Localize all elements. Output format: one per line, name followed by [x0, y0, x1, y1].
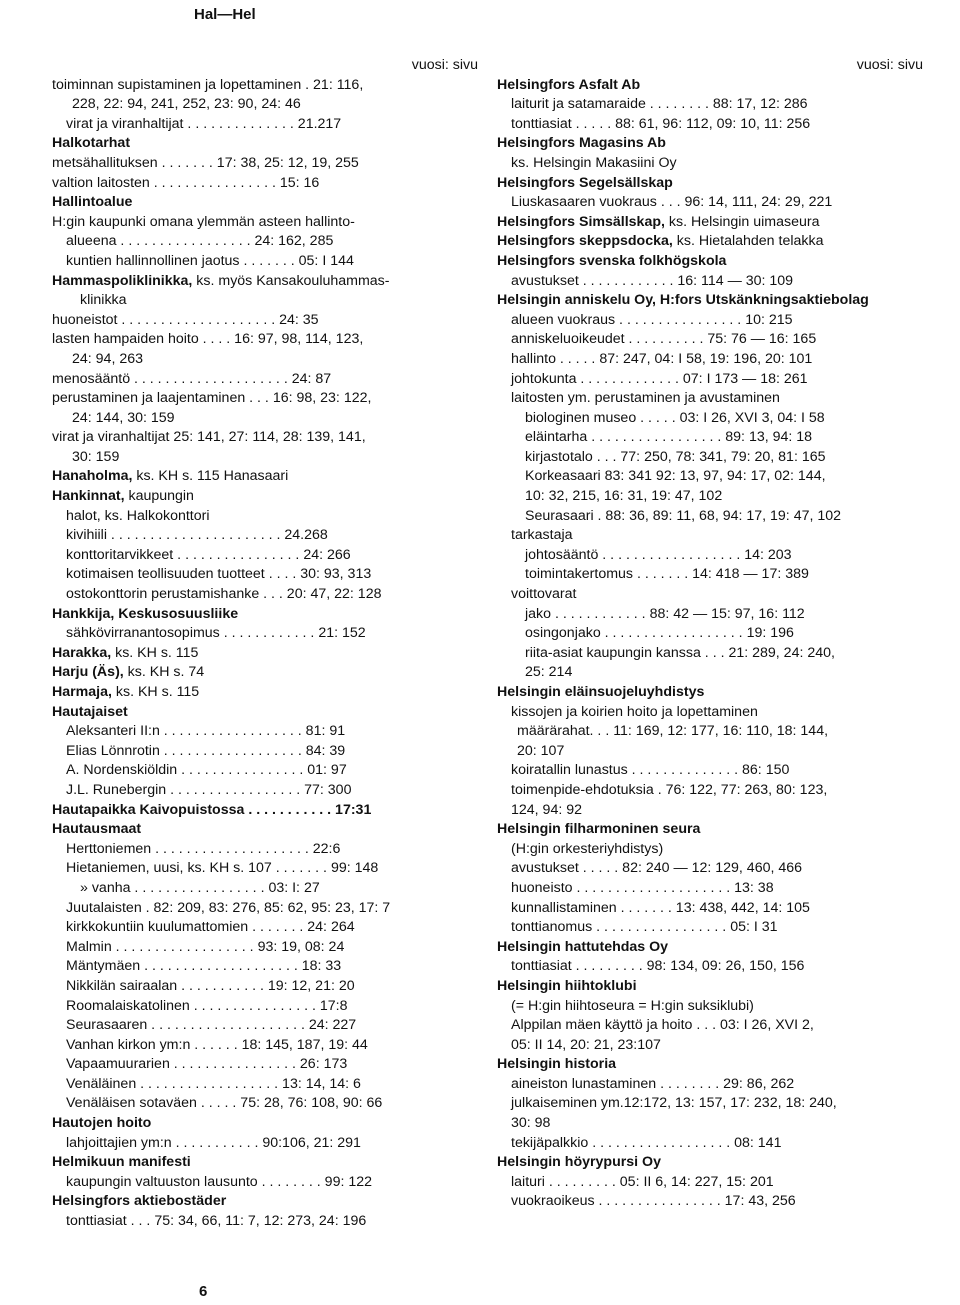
index-entry: aineiston lunastaminen . . . . . . . . 29: 86, 262	[511, 1075, 795, 1092]
index-entry: Aleksanteri II:n . . . . . . . . . . . . . . . . . . 81: 91	[66, 723, 346, 740]
index-entry: johtokunta . . . . . . . . . . . . . 07: I 173 — 18: 261	[511, 370, 808, 387]
index-entry: kissojen ja koirien hoito ja lopettaminen	[511, 703, 758, 720]
index-heading: Hautapaikka Kaivopuistossa . . . . . . . . . . . 17:31	[52, 801, 372, 818]
index-entry: huoneistot . . . . . . . . . . . . . . . . . . . . 24: 35	[52, 311, 319, 328]
index-entry: voittovarat	[511, 586, 577, 603]
index-heading: Halkotarhat	[52, 135, 131, 152]
index-heading: Hautausmaat	[52, 821, 142, 838]
page-number: 6	[199, 1283, 208, 1300]
index-entry: tonttiasiat . . . . . . . . . 98: 134, 09: 26, 150, 156	[511, 958, 805, 975]
index-heading: Helsingfors svenska folkhögskola	[497, 252, 727, 269]
index-heading: Hautajaiset	[52, 703, 128, 720]
index-entry: määrärahat. . . 11: 169, 12: 177, 16: 110, 18: 144,	[517, 723, 829, 740]
index-entry: hallinto . . . . . 87: 247, 04: I 58, 19: 196, 20: 101	[511, 350, 813, 367]
index-heading: Helsingin historia	[497, 1056, 617, 1073]
index-entry: Vapaamuurarien . . . . . . . . . . . . . . . . 26: 173	[66, 1056, 348, 1073]
index-entry: 124, 94: 92	[511, 801, 582, 818]
index-entry: tonttianomus . . . . . . . . . . . . . . . . . 05: I 31	[511, 919, 778, 936]
index-entry: 20: 107	[517, 742, 565, 759]
index-entry: 24: 94, 263	[72, 350, 143, 367]
index-entry: » vanha . . . . . . . . . . . . . . . . . 03: I: 27	[80, 879, 320, 896]
index-entry: lasten hampaiden hoito . . . . 16: 97, 98, 114, 123,	[52, 331, 364, 348]
index-heading: Helsingfors Segelsällskap	[497, 174, 673, 191]
index-entry: koiratallin lunastus . . . . . . . . . . . . . . 86: 150	[511, 762, 790, 779]
index-entry: laitosten ym. perustaminen ja avustaminen	[511, 390, 780, 407]
index-entry: sähkövirranantosopimus . . . . . . . . . . . . 21: 152	[66, 625, 366, 642]
index-heading: Hammaspoliklinikka, ks. myös Kansakouluhammas-	[52, 272, 390, 289]
index-entry: J.L. Runebergin . . . . . . . . . . . . . . . . . 77: 300	[66, 781, 352, 798]
index-heading: Helsingin hattutehdas Oy	[497, 938, 669, 955]
index-entry: osingonjako . . . . . . . . . . . . . . . . . . 19: 196	[525, 625, 794, 642]
index-heading: Hankinnat, kaupungin	[52, 488, 194, 505]
index-entry: tonttiasiat . . . 75: 34, 66, 11: 7, 12: 273, 24: 196	[66, 1213, 367, 1230]
index-entry: kotimaisen teollisuuden tuotteet . . . . 30: 93, 313	[66, 566, 372, 583]
index-entry: avustukset . . . . . 82: 240 — 12: 129, 460, 466	[511, 860, 803, 877]
index-entry: Seurasaaren . . . . . . . . . . . . . . . . . . . . 24: 227	[66, 1017, 357, 1034]
index-entry: 05: II 14, 20: 21, 23:107	[511, 1036, 661, 1053]
index-heading: Helsingfors skeppsdocka, ks. Hietalahden telakka	[497, 233, 824, 250]
index-entry: kirjastotalo . . . 77: 250, 78: 341, 79: 20, 81: 165	[525, 448, 826, 465]
index-heading: Helsingin höyrypursi Oy	[497, 1154, 661, 1171]
index-heading: Hautojen hoito	[52, 1115, 152, 1132]
index-entry: jako . . . . . . . . . . . . 88: 42 — 15: 97, 16: 112	[525, 605, 805, 622]
index-heading: Helsingin filharmoninen seura	[497, 821, 701, 838]
index-heading: Hanaholma, ks. KH s. 115 Hanasaari	[52, 468, 289, 485]
index-entry: Vanhan kirkon ym:n . . . . . . 18: 145, 187, 19: 44	[66, 1036, 368, 1053]
index-entry: kunnallistaminen . . . . . . . 13: 438, 442, 14: 105	[511, 899, 810, 916]
index-entry: perustaminen ja laajentaminen . . . 16: 98, 23: 122,	[52, 390, 372, 407]
index-entry: Herttoniemen . . . . . . . . . . . . . . . . . . . . 22:6	[66, 840, 341, 857]
index-entry: Malmin . . . . . . . . . . . . . . . . . . 93: 19, 08: 24	[66, 938, 345, 955]
index-heading: Harakka, ks. KH s. 115	[52, 644, 199, 661]
index-entry: (= H:gin hiihtoseura = H:gin suksiklubi)	[511, 997, 754, 1014]
index-entry: ostokonttorin perustamishanke . . . 20: 47, 22: 128	[66, 586, 382, 603]
index-heading: Helsingin anniskelu Oy, H:fors Utskänkningsaktiebolag	[497, 292, 869, 309]
index-heading: Harmaja, ks. KH s. 115	[52, 684, 200, 700]
index-entry: Roomalaiskatolinen . . . . . . . . . . . . . . . . 17:8	[66, 997, 348, 1014]
index-entry: kuntien hallinnollinen jaotus . . . . . . . 05: I 144	[66, 252, 354, 269]
index-entry: avustukset . . . . . . . . . . . . 16: 114 — 30: 109	[511, 272, 794, 289]
index-entry: virat ja viranhaltijat 25: 141, 27: 114, 28: 139, 141,	[52, 429, 366, 446]
index-entry: tonttiasiat . . . . . 88: 61, 96: 112, 09: 10, 11: 256	[511, 115, 811, 132]
index-entry: 228, 22: 94, 241, 252, 23: 90, 24: 46	[72, 96, 301, 113]
index-entry: Korkeasaari 83: 341 92: 13, 97, 94: 17, 02: 144,	[525, 468, 826, 485]
index-entry: riita-asiat kaupungin kanssa . . . 21: 289, 24: 240,	[525, 644, 835, 661]
index-heading: Helsingfors aktiebostäder	[52, 1193, 227, 1210]
index-entry: klinikka	[80, 292, 127, 309]
index-entry: Hietaniemen, uusi, ks. KH s. 107 . . . . . . . 99: 148	[66, 860, 379, 877]
index-entry: menosääntö . . . . . . . . . . . . . . . . . . . . 24: 87	[52, 370, 332, 387]
index-entry: vuokraoikeus . . . . . . . . . . . . . . . . 17: 43, 256	[511, 1193, 796, 1210]
index-entry: johtosääntö . . . . . . . . . . . . . . . . . . 14: 203	[525, 546, 792, 563]
index-heading: Helsingin hiihtoklubi	[497, 977, 637, 994]
index-entry: 24: 144, 30: 159	[72, 409, 175, 426]
index-entry: julkaiseminen ym.12:172, 13: 157, 17: 232, 18: 240,	[511, 1095, 837, 1112]
index-entry: tarkastaja	[511, 527, 573, 544]
index-heading: Harju (Äs), ks. KH s. 74	[52, 664, 205, 681]
right-column	[497, 56, 927, 1212]
index-entry: toimenpide-ehdotuksia . 76: 122, 77: 263, 80: 123,	[511, 781, 828, 798]
index-entry: biologinen museo . . . . . 03: I 26, XVI 3, 04: I 58	[525, 409, 825, 426]
index-entry: anniskeluoikeudet . . . . . . . . . . 75: 76 — 16: 165	[511, 331, 817, 348]
index-entry: Seurasaari . 88: 36, 89: 11, 68, 94: 17, 19: 47, 102	[525, 507, 842, 524]
index-entry: alueen vuokraus . . . . . . . . . . . . . . . . 10: 215	[511, 311, 793, 328]
index-entry: eläintarha . . . . . . . . . . . . . . . . . 89: 13, 94: 18	[525, 429, 813, 446]
page-header: Hal—Hel	[194, 6, 256, 23]
index-entry: tekijäpalkkio . . . . . . . . . . . . . . . . . . 08: 141	[511, 1134, 782, 1151]
index-entry: huoneisto . . . . . . . . . . . . . . . . . . . . 13: 38	[511, 879, 774, 896]
index-entry: (H:gin orkesteriyhdistys)	[511, 840, 664, 857]
index-entry: laiturit ja satamaraide . . . . . . . . 88: 17, 12: 286	[511, 96, 808, 113]
index-entry: Venäläisen sotaväen . . . . . 75: 28, 76: 108, 90: 66	[66, 1095, 383, 1112]
index-heading: Helmikuun manifesti	[52, 1154, 191, 1171]
year-page-heading: vuosi: sivu	[411, 57, 478, 73]
index-entry: kivihiili . . . . . . . . . . . . . . . . . . . . . . 24.268	[66, 527, 328, 544]
index-entry: Liuskasaaren vuokraus . . . 96: 14, 111, 24: 29, 221	[511, 194, 833, 211]
index-entry: 10: 32, 215, 16: 31, 19: 47, 102	[525, 488, 723, 505]
index-entry: Venäläinen . . . . . . . . . . . . . . . . . . 13: 14, 14: 6	[66, 1075, 361, 1092]
index-entry: laituri . . . . . . . . . 05: II 6, 14: 227, 15: 201	[511, 1173, 774, 1190]
index-entry: ks. Helsingin Makasiini Oy	[511, 154, 677, 171]
index-entry: toiminnan supistaminen ja lopettaminen . 21: 116,	[52, 76, 364, 93]
left-column	[52, 56, 482, 1232]
index-entry: Nikkilän sairaalan . . . . . . . . . . . 19: 12, 21: 20	[66, 977, 355, 994]
index-heading: Helsingfors Asfalt Ab	[497, 76, 641, 93]
index-heading: Helsingfors Magasins Ab	[497, 135, 666, 152]
index-heading: Hankkija, Keskusosuusliike	[52, 605, 239, 622]
index-entry: lahjoittajien ym:n . . . . . . . . . . . 90:106, 21: 291	[66, 1134, 361, 1151]
index-entry: valtion laitosten . . . . . . . . . . . . . . . . 15: 16	[52, 174, 320, 191]
index-heading: Hallintoalue	[52, 194, 133, 211]
index-entry: Juutalaisten . 82: 209, 83: 276, 85: 62, 95: 23, 17: 7	[66, 899, 391, 916]
index-entry: metsähallituksen . . . . . . . 17: 38, 25: 12, 19, 255	[52, 154, 359, 171]
index-heading: Helsingfors Simsällskap, ks. Helsingin uimaseura	[497, 213, 820, 230]
index-heading: Helsingin eläinsuojeluyhdistys	[497, 684, 705, 700]
index-entry: alueena . . . . . . . . . . . . . . . . . 24: 162, 285	[66, 233, 334, 250]
index-entry: virat ja viranhaltijat . . . . . . . . . . . . . . 21.217	[66, 115, 342, 132]
index-entry: 30: 159	[72, 448, 120, 465]
index-entry: kirkkokuntiin kuulumattomien . . . . . . . 24: 264	[66, 919, 355, 936]
index-entry: halot, ks. Halkokonttori	[66, 507, 210, 524]
index-entry: 30: 98	[511, 1115, 551, 1132]
index-entry: kaupungin valtuuston lausunto . . . . . . . . 99: 122	[66, 1173, 373, 1190]
index-entry: Alppilan mäen käyttö ja hoito . . . 03: I 26, XVI 2,	[511, 1017, 814, 1034]
index-entry: 25: 214	[525, 664, 573, 681]
index-entry: Elias Lönnrotin . . . . . . . . . . . . . . . . . . 84: 39	[66, 742, 346, 759]
index-entry: toimintakertomus . . . . . . . 14: 418 — 17: 389	[525, 566, 809, 583]
index-entry: A. Nordenskiöldin . . . . . . . . . . . . . . . . 01: 97	[66, 762, 347, 779]
index-entry: konttoritarvikkeet . . . . . . . . . . . . . . . . 24: 266	[66, 546, 351, 563]
year-page-heading: vuosi: sivu	[856, 57, 923, 73]
index-entry: Mäntymäen . . . . . . . . . . . . . . . . . . . . 18: 33	[66, 958, 342, 975]
index-entry: H:gin kaupunki omana ylemmän asteen hallinto-	[52, 213, 355, 230]
